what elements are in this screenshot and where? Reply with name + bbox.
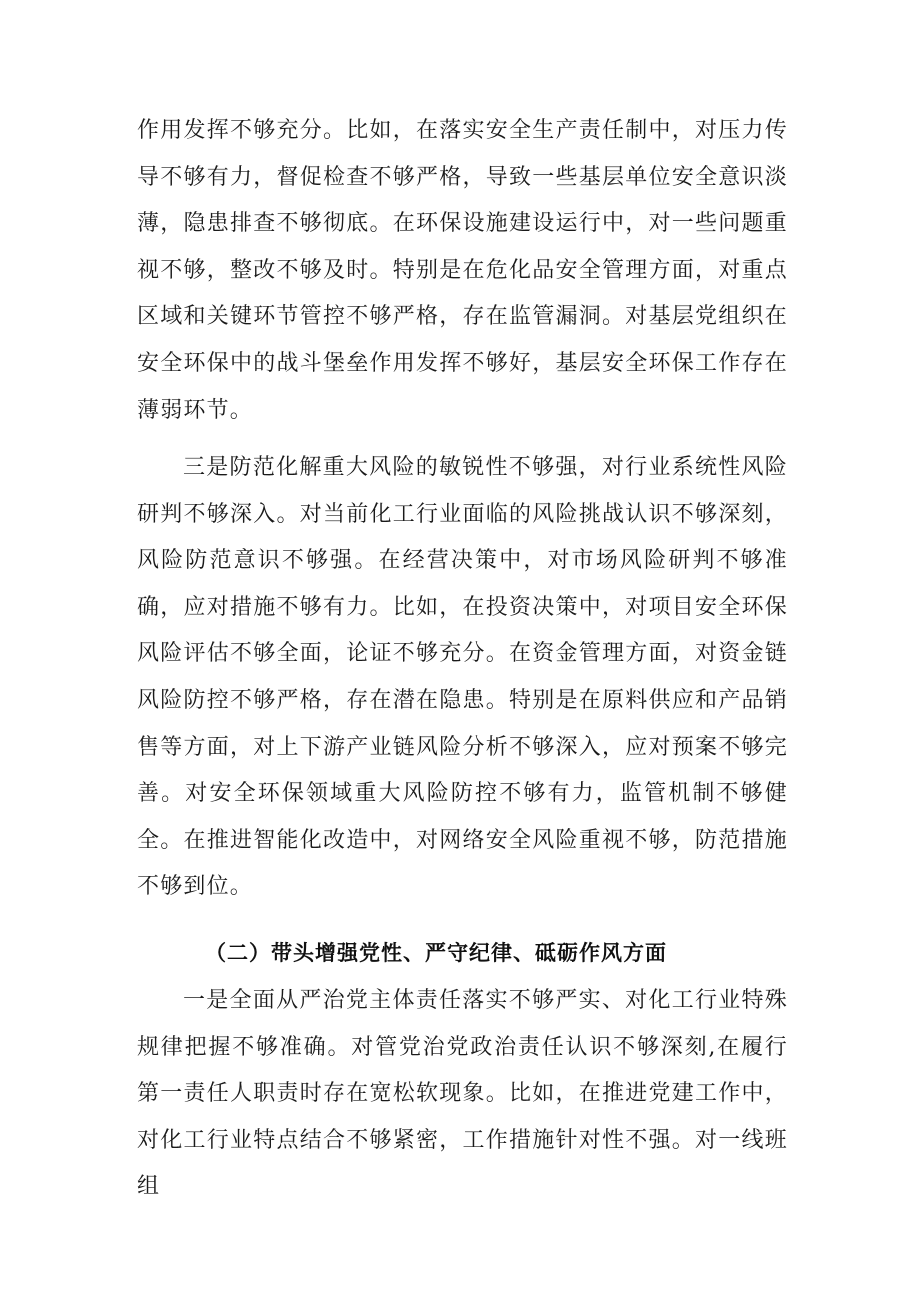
body-paragraph: 三是防范化解重大风险的敏锐性不够强，对行业系统性风险研判不够深入。对当前化工行业面临的风险挑战认识不够深刻，风险防范意识不够强。在经营决策中，对市场风险研判不够准确，应对措施不够有力。比如，在投资决策中，对项目安全环保风险评估不够全面，论证不够充分。在资金管理方面，对资金链风险防控不够严格，存在潜在隐患。特别是在原料供应和产品销售等方面，对上下游产业链风险分析不够深入，应对预案不够完善。对安全环保领域重大风险防控不够有力，监管机制不够健全。在推进智能化改造中，对网络安全风险重视不够，防范措施不够到位。 — [137, 455, 788, 900]
body-paragraph: 一是全面从严治党主体责任落实不够严实、对化工行业特殊规律把握不够准确。对管党治党政治责任认识不够深刻,在履行第一责任人职责时存在宽松软现象。比如，在推进党建工作中，对化工行业特点结合不够紧密，工作措施针对性不强。对一线班组 — [137, 988, 788, 1200]
body-paragraph: 作用发挥不够充分。比如，在落实安全生产责任制中，对压力传导不够有力，督促检查不够严格，导致一些基层单位安全意识淡薄，隐患排查不够彻底。在环保设施建设运行中，对一些问题重视不够，整改不够及时。特别是在危化品安全管理方面，对重点区域和关键环节管控不够严格，存在监管漏洞。对基层党组织在安全环保中的战斗堡垒作用发挥不够好，基层安全环保工作存在薄弱环节。 — [137, 118, 788, 423]
section-heading: （二）带头增强党性、严守纪律、砥砺作风方面 — [205, 941, 667, 965]
